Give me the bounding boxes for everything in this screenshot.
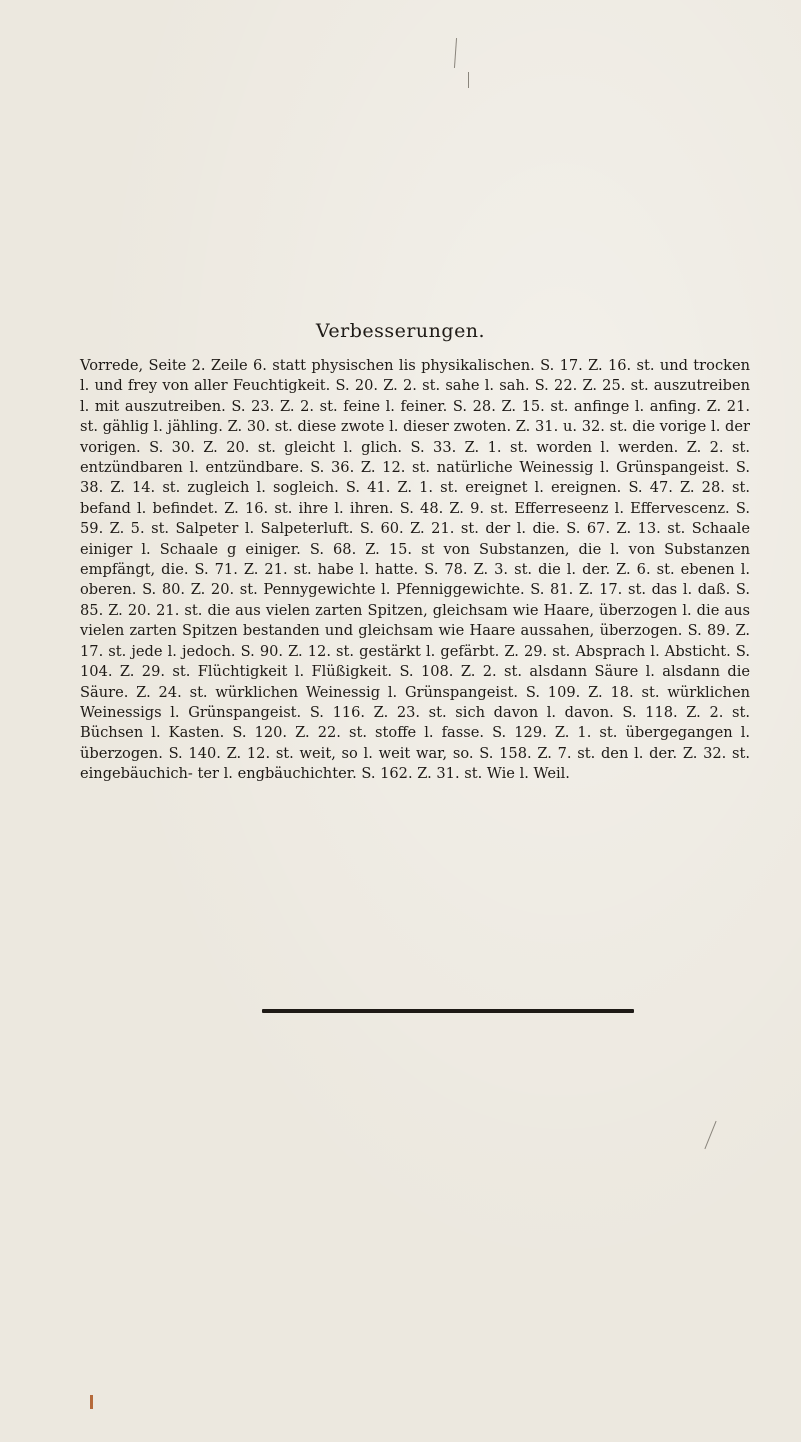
errata-text: Vorrede, Seite 2. Zeile 6. statt physischen lis physikalischen. S. 17. Z. 16. st. und trocken l. und frey von aller Feuchtigkeit. S. 20. Z. 2. st. sahe l. sah. S. 22. Z. 25. st. auszutreiben l. mit auszutreiben. S. 23. Z. 2. st. feine l. feiner. S. 28. Z. 15. st. anfinge l. anfing. Z. 21. st. gählig l. jähling. Z. 30. st. diese zwote l. dieser zwoten. Z. 31. u. 32. st. die vorige l. der vorigen. S. 30. Z. 20. st. gleicht l. glich. S. 33. Z. 1. st. worden l. werden. Z. 2. st. entzündbaren l. entzündbare. S. 36. Z. 12. st. natürliche Weinessig l. Grünspangeist. S. 38. Z. 14. st. zugleich l. sogleich. S. 41. Z. 1. st. ereignet l. ereignen. S. 47. Z. 28. st. befand l. befindet. Z. 16. st. ihre l. ihren. S. 48. Z. 9. st. Efferreseenz l. Effervescenz. S. 59. Z. 5. st. Salpeter l. Salpeterluft. S. 60. Z. 21. st. der l. die. S. 67. Z. 13. st. Schaale einiger l. Schaale g einiger. S. 68. Z. 15. st von Substanzen, die l. von Substanzen empfängt, die. S. 71. Z. 21. st. habe l. hatte. S. 78. Z. 3. st. die l. der. Z. 6. st. ebenen l. oberen. S. 80. Z. 20. st. Pennygewichte l. Pfenniggewichte. S. 81. Z. 17. st. das l. daß. S. 85. Z. 20. 21. st. die aus vielen zarten Spitzen, gleichsam wie Haare, überzogen l. die aus vielen zarten Spitzen bestanden und gleichsam wie Haare aussahen, überzogen. S. 89. Z. 17. st. jede l. jedoch. S. 90. Z. 12. st. gestärkt l. gefärbt. Z. 29. st. Absprach l. Absticht. S. 104. Z. 29. st. Flüchtigkeit l. Flüßigkeit. S. 108. Z. 2. st. alsdann Säure l. alsdann die Säure. Z. 24. st. würklichen Weinessig l. Grünspangeist. S. 109. Z. 18. st. würklichen Weinessigs l. Grünspangeist. S. 116. Z. 23. st. sich davon l. davon. S. 118. Z. 2. st. Büchsen l. Kasten. S. 120. Z. 22. st. stoffe l. fasse. S. 129. Z. 1. st. übergegangen l. überzogen. S. 140. Z. 12. st. weit, so l. weit war, so. S. 158. Z. 7. st. den l. der. Z. 32. st. eingebäuchich- ter l. engbäuchichter. S. 162. Z. 31. st. Wie l. Weil. <box>80 357 750 783</box>
horizontal-rule <box>262 1009 634 1013</box>
scan-mark <box>454 38 457 68</box>
page-title: Verbesserungen. <box>315 320 486 342</box>
scan-mark <box>468 72 469 88</box>
scan-mark <box>704 1121 716 1149</box>
scan-mark <box>90 1395 93 1409</box>
